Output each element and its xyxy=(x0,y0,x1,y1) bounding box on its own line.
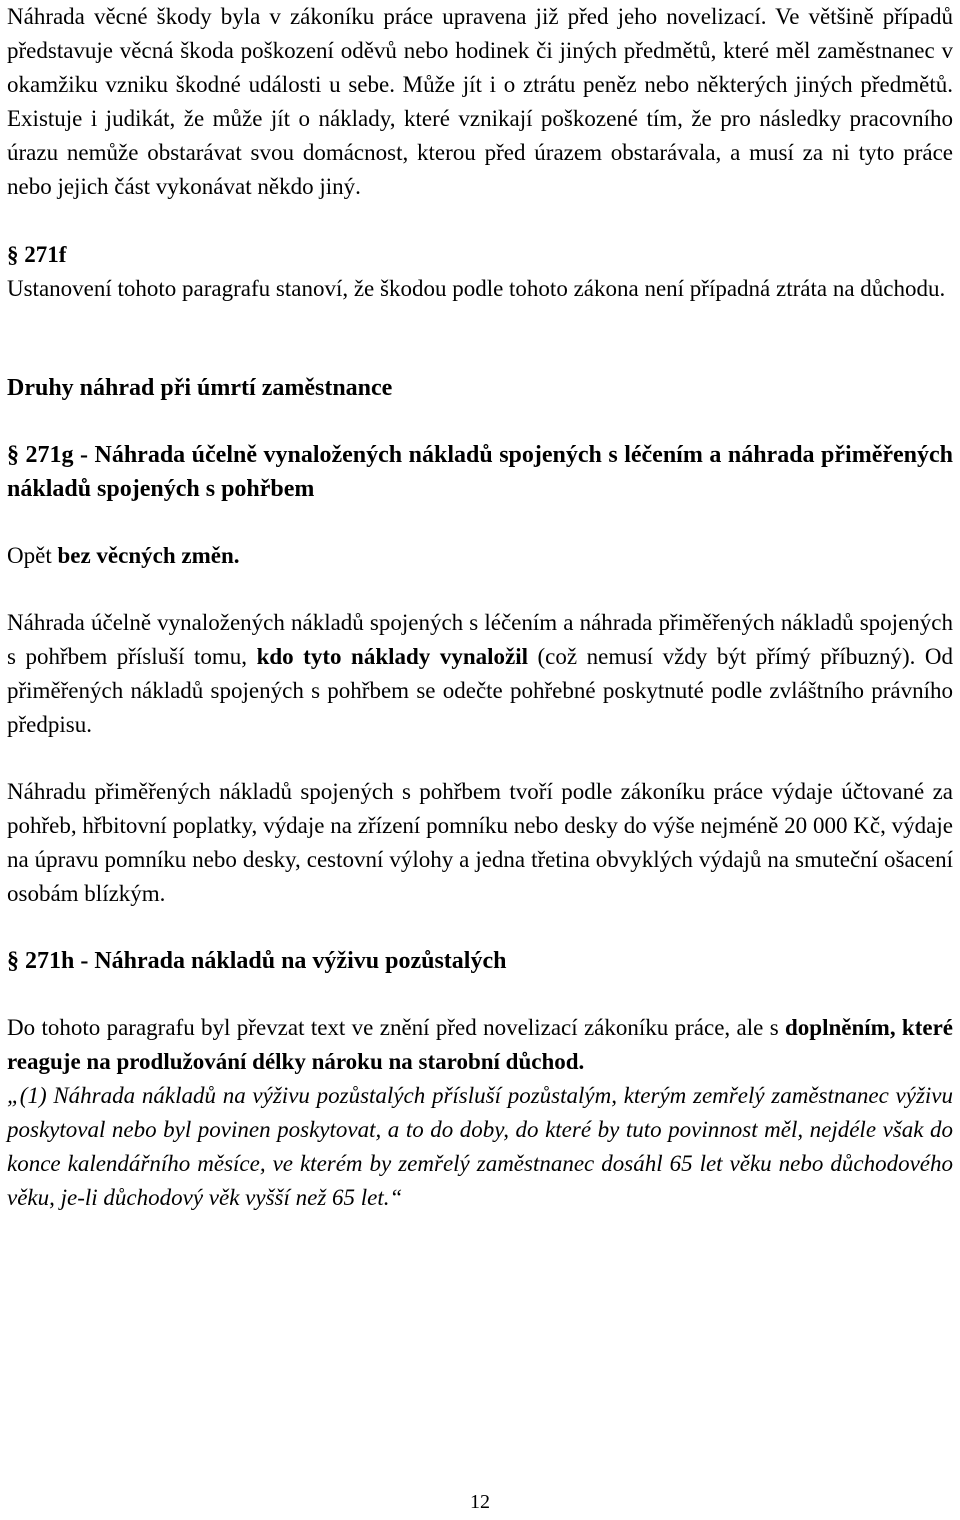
paragraph-no-changes xyxy=(7,539,953,573)
document-page xyxy=(7,0,953,1215)
section-heading-271f: § 271f xyxy=(7,242,67,267)
text-part: Do tohoto paragrafu byl převzat text ve znění před novelizací zákoníku práce, ale s xyxy=(7,1015,785,1040)
paragraph-271h-intro xyxy=(7,1011,953,1079)
paragraph-expense-compensation xyxy=(7,606,953,742)
heading-death-compensation: Druhy náhrad při úmrtí zaměstnance xyxy=(7,375,393,401)
text-prefix: Opět xyxy=(7,543,58,568)
paragraph-funeral-costs: Náhradu přiměřených nákladů spojených s pohřbem tvoří podle zákoníku práce výdaje účtované za pohřeb, hřbitovní poplatky, výdaje na zřízení pomníku nebo desky do výše nejméně 20 000 Kč, výdaje na úpravu pomníku nebo desky, cestovní výlohy a jedna třetina obvyklých výdajů na smuteční ošacení osobám blízkým. xyxy=(7,779,953,906)
section-heading-271g: § 271g - Náhrada účelně vynaložených nákladů spojených s léčením a náhrada přiměřených nákladů spojených s pohřbem xyxy=(7,442,953,502)
paragraph-material-damage: Náhrada věcné škody byla v zákoníku práce upravena již před jeho novelizací. Ve většině případů představuje věcná škoda poškození oděvů nebo hodinek či jiných předmětů, které měl zaměstnanec v okamžiku vzniku škodné události u sebe. Může jít i o ztrátu peněz nebo některých jiných předmětů. Existuje i judikát, že může jít o náklady, které vznikají poškozené tím, že pro následky pracovního úrazu nemůže obstarávat svou domácnost, kterou před úrazem obstarávala, a musí za ni tyto práce nebo jejich část vykonávat někdo jiný. xyxy=(7,4,953,199)
text-part: Náhrada účelně vynaložených nákladů spojených s léčením a náhrada přiměřených nákladů spojených s pohřbem přísluší tomu, xyxy=(7,610,953,669)
quote-legal-text: „(1) Náhrada nákladů na výživu pozůstalých přísluší pozůstalým, kterým zemřelý zaměstnanec výživu poskytoval nebo byl povinen poskytovat, a to do doby, do které by tuto povinnost měl, nejdéle však do konce kalendářního měsíce, ve kterém by zemřelý zaměstnanec dosáhl 65 let věku nebo důchodového věku, je-li důchodový věk vyšší než 65 let.“ xyxy=(7,1083,953,1210)
text-bold: bez věcných změn. xyxy=(57,543,240,568)
text-part: (což nemusí vždy být přímý příbuzný). Od přiměřených nákladů spojených s pohřbem se odečte pohřebné poskytnuté podle zvláštního právního předpisu. xyxy=(7,644,953,737)
paragraph-271f: Ustanovení tohoto paragrafu stanoví, že škodou podle tohoto zákona není případná ztráta na důchodu. xyxy=(7,276,946,301)
section-heading-271h: § 271h - Náhrada nákladů na výživu pozůstalých xyxy=(7,948,507,974)
text-bold: doplněním, které reaguje na prodlužování délky nároku na starobní důchod. xyxy=(7,1015,953,1074)
text-bold: kdo tyto náklady vynaložil xyxy=(256,644,528,669)
page-number: 12 xyxy=(470,1491,490,1513)
